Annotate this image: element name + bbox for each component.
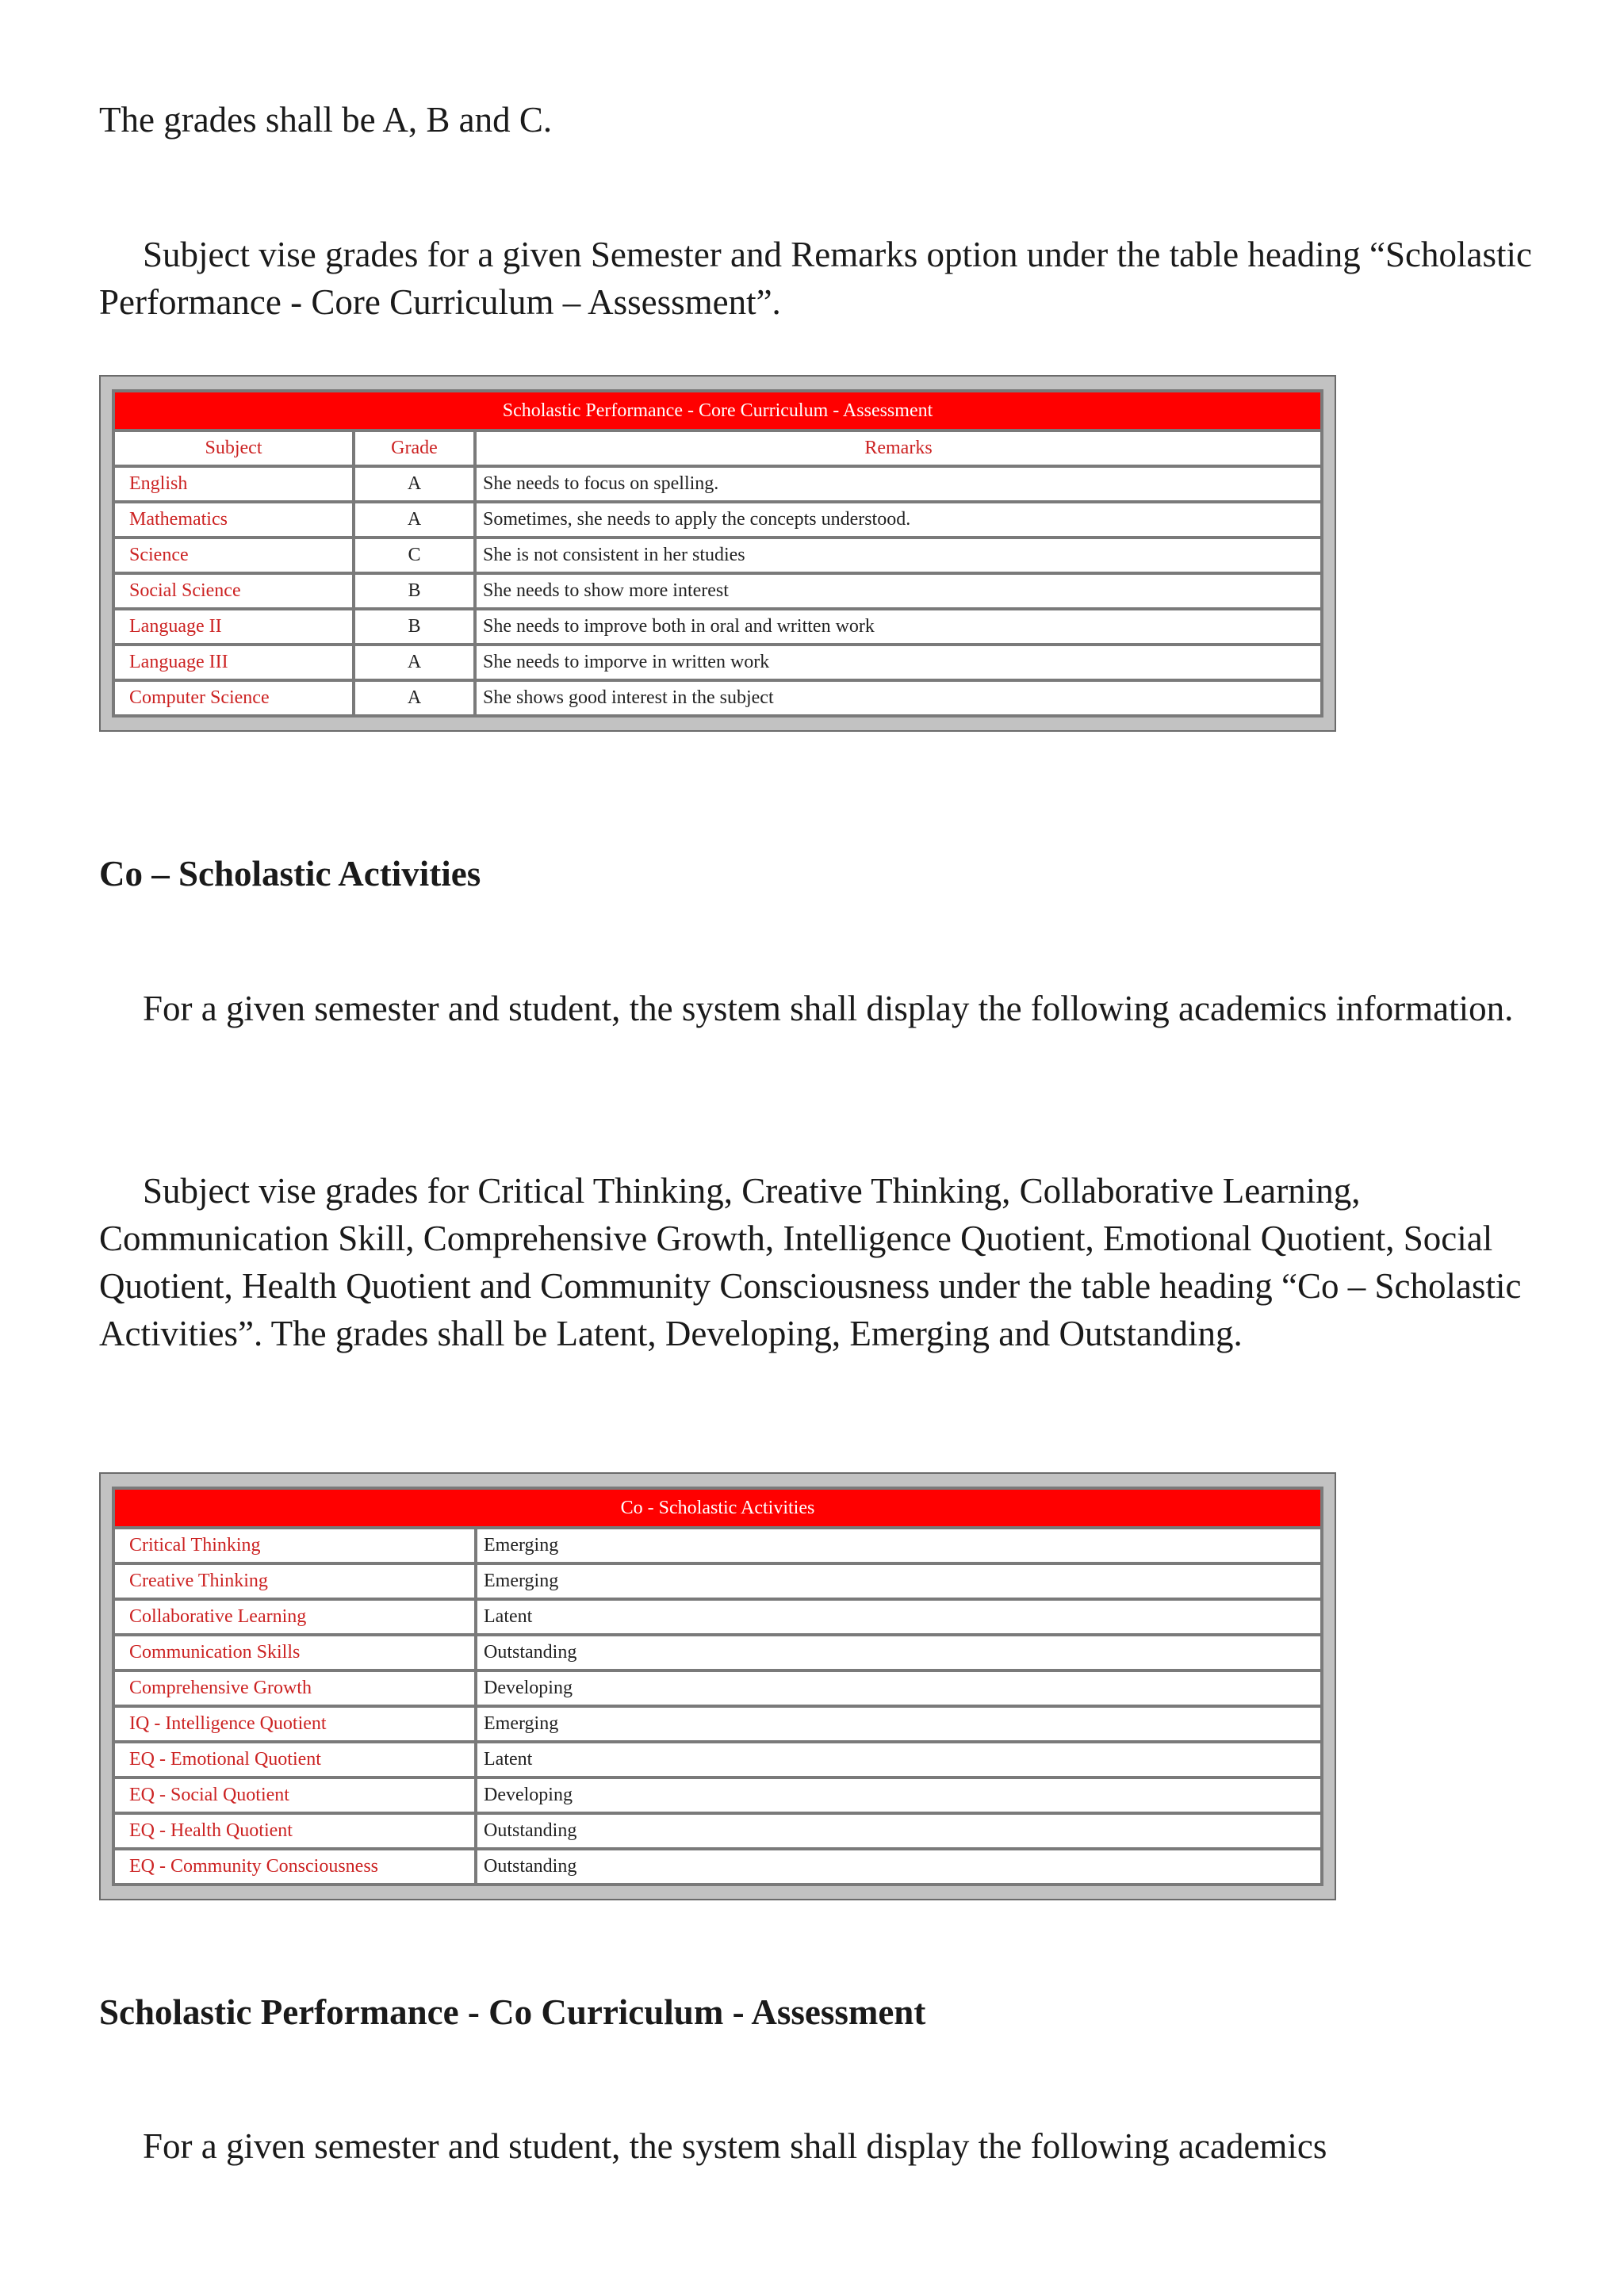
- table-row: [113, 1563, 1322, 1599]
- table-row: [113, 1813, 1322, 1849]
- table-row: [113, 573, 1322, 609]
- activity-grade-cell: Emerging: [476, 1706, 1322, 1742]
- grade-cell: A: [354, 466, 475, 502]
- grade-cell: A: [354, 645, 475, 680]
- remark-cell: She is not consistent in her studies: [475, 538, 1322, 573]
- core-curriculum-table-frame: [99, 375, 1336, 732]
- activity-grade-cell: Emerging: [476, 1563, 1322, 1599]
- core-table-title: Scholastic Performance - Core Curriculum - Assessment: [113, 391, 1322, 430]
- table-row: [113, 1528, 1322, 1563]
- activity-cell: Collaborative Learning: [113, 1599, 476, 1635]
- remark-cell: She needs to focus on spelling.: [475, 466, 1322, 502]
- activity-cell: EQ - Emotional Quotient: [113, 1742, 476, 1777]
- grade-cell: C: [354, 538, 475, 573]
- subject-cell: Language II: [113, 609, 354, 645]
- grades-line: The grades shall be A, B and C.: [99, 100, 553, 140]
- co-scholastic-heading: Co – Scholastic Activities: [99, 854, 481, 894]
- table-row: [113, 1599, 1322, 1635]
- table-row: [113, 502, 1322, 538]
- table-row: [113, 680, 1322, 716]
- grade-cell: A: [354, 680, 475, 716]
- subject-cell: Social Science: [113, 573, 354, 609]
- subject-cell: Language III: [113, 645, 354, 680]
- column-header-grade: Grade: [354, 430, 475, 466]
- activity-grade-cell: Outstanding: [476, 1813, 1322, 1849]
- activity-grade-cell: Developing: [476, 1670, 1322, 1706]
- column-header-subject: Subject: [113, 430, 354, 466]
- activity-cell: EQ - Health Quotient: [113, 1813, 476, 1849]
- subject-cell: English: [113, 466, 354, 502]
- co-intro-paragraph-2: Subject vise grades for Critical Thinking, Creative Thinking, Collaborative Learning, Communication Skill, Comprehensive Growth, Intelligence Quotient, Emotional Quotient, Social Quotient, Health Quotient and Community Consciousness under the table heading “Co – Scholastic Activities”. The grades shall be Latent, Developing, Emerging and Outstanding.: [99, 1171, 1522, 1353]
- subject-cell: Mathematics: [113, 502, 354, 538]
- activity-cell: IQ - Intelligence Quotient: [113, 1706, 476, 1742]
- table-row: [113, 1742, 1322, 1777]
- activity-grade-cell: Outstanding: [476, 1849, 1322, 1885]
- table-row: [113, 1670, 1322, 1706]
- activity-cell: EQ - Community Consciousness: [113, 1849, 476, 1885]
- activity-grade-cell: Developing: [476, 1777, 1322, 1813]
- activity-grade-cell: Emerging: [476, 1528, 1322, 1563]
- activity-cell: Critical Thinking: [113, 1528, 476, 1563]
- table-row: [113, 1777, 1322, 1813]
- table-row: [113, 1849, 1322, 1885]
- remark-cell: She shows good interest in the subject: [475, 680, 1322, 716]
- co-intro-paragraph-1: For a given semester and student, the system shall display the following academics information.: [143, 989, 1514, 1028]
- co-curriculum-heading: Scholastic Performance - Co Curriculum - Assessment: [99, 1992, 926, 2032]
- subject-cell: Science: [113, 538, 354, 573]
- grade-cell: A: [354, 502, 475, 538]
- activity-grade-cell: Latent: [476, 1742, 1322, 1777]
- core-curriculum-table: [112, 389, 1323, 718]
- remark-cell: She needs to imporve in written work: [475, 645, 1322, 680]
- grade-cell: B: [354, 609, 475, 645]
- co-scholastic-table: [112, 1487, 1323, 1886]
- activity-cell: Comprehensive Growth: [113, 1670, 476, 1706]
- table-row: [113, 609, 1322, 645]
- remark-cell: She needs to show more interest: [475, 573, 1322, 609]
- co-curriculum-intro-paragraph: For a given semester and student, the system shall display the following academics: [143, 2126, 1327, 2166]
- grade-cell: B: [354, 573, 475, 609]
- co-scholastic-table-frame: [99, 1472, 1336, 1900]
- remark-cell: Sometimes, she needs to apply the concepts understood.: [475, 502, 1322, 538]
- column-header-remarks: Remarks: [475, 430, 1322, 466]
- table-row: [113, 645, 1322, 680]
- remark-cell: She needs to improve both in oral and written work: [475, 609, 1322, 645]
- activity-cell: EQ - Social Quotient: [113, 1777, 476, 1813]
- activity-cell: Communication Skills: [113, 1635, 476, 1670]
- subject-cell: Computer Science: [113, 680, 354, 716]
- activity-grade-cell: Outstanding: [476, 1635, 1322, 1670]
- core-intro-paragraph: Subject vise grades for a given Semester and Remarks option under the table heading “Scholastic Performance - Core Curriculum – Assessment”.: [99, 235, 1532, 322]
- table-row: [113, 1706, 1322, 1742]
- table-row: [113, 538, 1322, 573]
- table-row: [113, 466, 1322, 502]
- table-row: [113, 1635, 1322, 1670]
- activity-grade-cell: Latent: [476, 1599, 1322, 1635]
- co-table-title: Co - Scholastic Activities: [113, 1488, 1322, 1528]
- activity-cell: Creative Thinking: [113, 1563, 476, 1599]
